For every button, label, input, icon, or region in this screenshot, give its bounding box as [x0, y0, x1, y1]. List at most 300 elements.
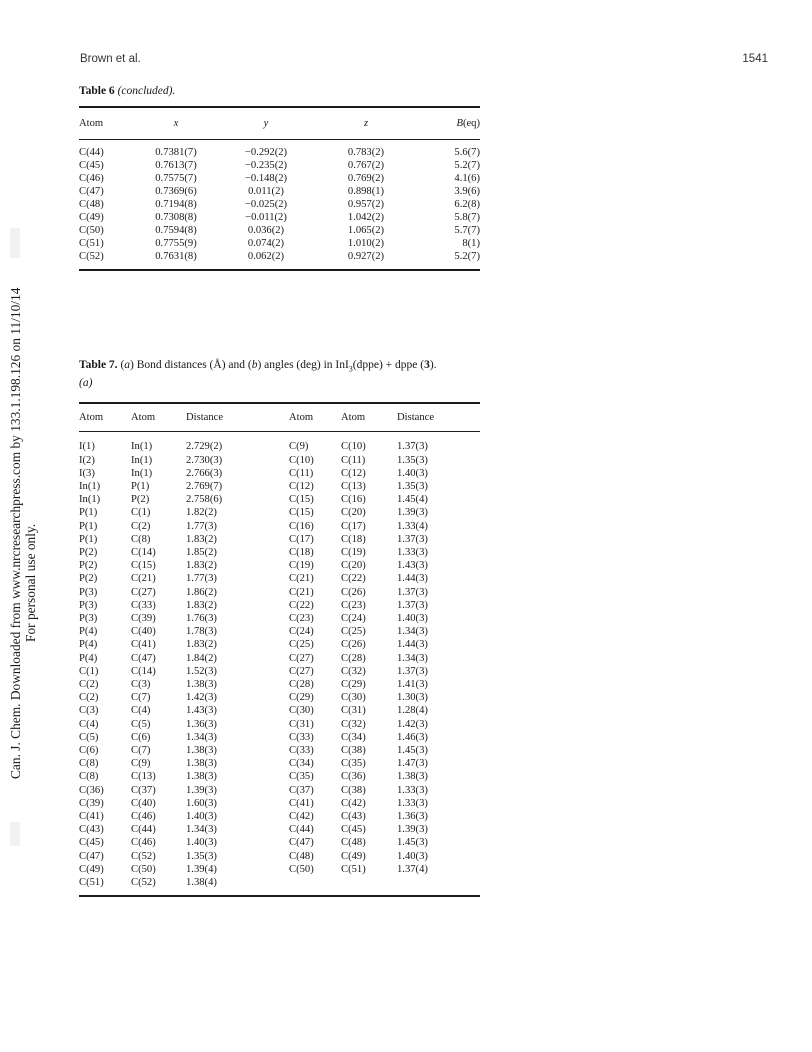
caption-fragment: 3 [424, 359, 430, 371]
atom-1-cell: C(47) [79, 850, 104, 862]
atom-2-cell: C(27) [131, 586, 156, 598]
column-header-z: z [363, 118, 369, 129]
table-7-grid [79, 404, 480, 895]
distance-2-cell: 1.43(3) [397, 560, 428, 572]
table-row [79, 224, 480, 237]
distance-1-cell: 1.76(3) [186, 612, 217, 624]
atom-4-cell: C(11) [341, 454, 366, 466]
column-header-atom-4: Atom [341, 412, 366, 424]
beq-cell: 4.1(6) [454, 173, 480, 184]
distance-1-cell: 1.86(2) [186, 586, 217, 598]
column-header-atom-2: Atom [131, 412, 156, 424]
table-row [79, 172, 480, 185]
distance-1-cell: 1.34(3) [186, 731, 217, 743]
x-cell: 0.7755(9) [155, 238, 197, 249]
column-header-atom-1: Atom [79, 412, 104, 424]
table-row [79, 599, 480, 612]
caption-fragment: 3 [348, 364, 353, 374]
table-7-bottom-rule [79, 895, 480, 897]
atom-4-cell: C(10) [341, 441, 366, 453]
y-cell: 0.062(2) [247, 251, 285, 262]
beq-cell: 5.2(7) [454, 251, 480, 262]
atom-4-cell: C(34) [341, 731, 366, 743]
atom-1-cell: C(49) [79, 863, 104, 875]
atom-4-cell: C(45) [341, 824, 366, 836]
atom-3-cell: C(21) [289, 586, 314, 598]
atom-3-cell: C(48) [289, 850, 314, 862]
distance-2-cell: 1.41(3) [397, 678, 428, 690]
atom-4-cell: C(49) [341, 850, 366, 862]
y-cell: 0.011(2) [248, 186, 284, 197]
atom-3-cell [289, 876, 341, 895]
table-row [79, 823, 480, 836]
atom-1-cell: P(1) [79, 533, 98, 545]
distance-2-cell: 1.35(3) [397, 454, 428, 466]
distance-1-cell: 1.83(2) [186, 533, 217, 545]
atom-2-cell: C(1) [131, 507, 151, 519]
table-row [79, 757, 480, 770]
atom-2-cell: C(44) [131, 824, 156, 836]
x-cell: 0.7369(6) [155, 186, 197, 197]
atom-1-cell: C(3) [79, 705, 99, 717]
watermark-line-2: For personal use only. [23, 523, 38, 642]
atom-1-cell: P(4) [79, 639, 98, 651]
table-6-bottom-rule [79, 269, 480, 271]
distance-2-cell: 1.45(3) [397, 837, 428, 849]
atom-3-cell: C(47) [289, 837, 314, 849]
distance-1-cell: 1.39(4) [186, 863, 217, 875]
table-7-caption [79, 358, 480, 390]
distance-1-cell: 1.78(3) [186, 626, 217, 638]
distance-1-cell: 1.39(3) [186, 784, 217, 796]
atom-3-cell: C(31) [289, 718, 314, 730]
atom-3-cell: C(42) [289, 810, 314, 822]
atom-4-cell: C(25) [341, 626, 366, 638]
atom-4-cell: C(30) [341, 692, 366, 704]
running-head-author: Brown et al. [80, 53, 141, 65]
atom-4-cell: C(35) [341, 758, 366, 770]
distance-1-cell: 1.36(3) [186, 718, 217, 730]
scan-artifact [10, 228, 20, 258]
table-7-label: Table 7. [79, 359, 118, 371]
z-cell: 0.783(2) [347, 147, 385, 158]
atom-1-cell: C(8) [79, 771, 99, 783]
atom-1-cell: C(2) [79, 692, 99, 704]
atom-2-cell: C(7) [131, 744, 151, 756]
table-row [79, 691, 480, 704]
table-row [79, 250, 480, 269]
table-row [79, 520, 480, 533]
atom-2-cell: C(8) [131, 533, 151, 545]
atom-1-cell: P(2) [79, 546, 98, 558]
beq-cell: 5.6(7) [454, 147, 480, 158]
distance-2-cell: 1.34(3) [397, 652, 428, 664]
distance-2-cell: 1.34(3) [397, 626, 428, 638]
table-7-header-row [79, 404, 480, 432]
download-watermark [3, 260, 51, 780]
atom-4-cell: C(26) [341, 639, 366, 651]
atom-3-cell: C(25) [289, 639, 314, 651]
atom-3-cell: C(22) [289, 599, 314, 611]
atom-3-cell: C(37) [289, 784, 314, 796]
distance-2-cell: 1.35(3) [397, 480, 428, 492]
table-row [79, 559, 480, 572]
atom-2-cell: C(14) [131, 546, 156, 558]
atom-3-cell: C(33) [289, 744, 314, 756]
atom-3-cell: C(27) [289, 652, 314, 664]
atom-3-cell: C(28) [289, 678, 314, 690]
atom-1-cell: C(51) [79, 877, 104, 888]
atom-1-cell: C(41) [79, 810, 104, 822]
atom-1-cell: C(4) [79, 718, 99, 730]
atom-4-cell: C(23) [341, 599, 366, 611]
x-cell: 0.7575(7) [155, 173, 197, 184]
beq-cell: 5.7(7) [454, 225, 480, 236]
distance-1-cell: 1.40(3) [186, 810, 217, 822]
atom-1-cell: In(1) [79, 480, 101, 492]
distance-2-cell: 1.37(4) [397, 863, 428, 875]
atom-4-cell: C(36) [341, 771, 366, 783]
table-row [79, 652, 480, 665]
table-row [79, 744, 480, 757]
atom-3-cell: C(11) [289, 467, 314, 479]
atom-2-cell: C(50) [131, 863, 156, 875]
table-row [79, 493, 480, 506]
y-cell: −0.148(2) [244, 173, 288, 184]
atom-3-cell: C(12) [289, 480, 314, 492]
atom-4-cell: C(38) [341, 744, 366, 756]
distance-1-cell: 2.758(6) [186, 494, 223, 506]
atom-2-cell: C(4) [131, 705, 151, 717]
column-header-x: x [173, 118, 179, 129]
table-row [79, 586, 480, 599]
table-row [79, 836, 480, 849]
atom-3-cell: C(15) [289, 494, 314, 506]
atom-2-cell: C(2) [131, 520, 151, 532]
atom-3-cell: C(9) [289, 441, 309, 453]
distance-2-cell: 1.39(3) [397, 824, 428, 836]
atom-2-cell: C(15) [131, 560, 156, 572]
atom-cell: C(51) [79, 238, 104, 249]
distance-2-cell: 1.44(3) [397, 573, 428, 585]
atom-4-cell: C(12) [341, 467, 366, 479]
atom-cell: C(47) [79, 186, 104, 197]
atom-3-cell: C(29) [289, 692, 314, 704]
distance-1-cell: 1.35(3) [186, 850, 217, 862]
atom-4-cell: C(28) [341, 652, 366, 664]
x-cell: 0.7631(8) [155, 251, 197, 262]
z-cell: 1.010(2) [347, 238, 385, 249]
distance-1-cell: 2.769(7) [186, 480, 223, 492]
table-row [79, 731, 480, 744]
table-6-label: Table 6 [79, 85, 115, 97]
atom-3-cell: C(33) [289, 731, 314, 743]
beq-cell: 6.2(8) [454, 199, 480, 210]
atom-1-cell: I(2) [79, 454, 95, 466]
distance-1-cell: 1.82(2) [186, 507, 217, 519]
table-row [79, 185, 480, 198]
distance-2-cell [397, 876, 480, 895]
distance-1-cell: 1.38(4) [186, 877, 217, 888]
table-row [79, 572, 480, 585]
table-row [79, 784, 480, 797]
atom-2-cell: C(47) [131, 652, 156, 664]
atom-1-cell: I(1) [79, 441, 95, 453]
atom-2-cell: C(6) [131, 731, 151, 743]
z-cell: 0.769(2) [347, 173, 385, 184]
column-header-y: y [263, 118, 269, 129]
table-6-header-row [79, 108, 480, 140]
beq-cell: 8(1) [462, 238, 480, 249]
distance-2-cell: 1.45(4) [397, 494, 428, 506]
atom-2-cell: C(40) [131, 797, 156, 809]
atom-4-cell: C(42) [341, 797, 366, 809]
atom-3-cell: C(19) [289, 560, 314, 572]
atom-2-cell: C(7) [131, 692, 151, 704]
distance-2-cell: 1.47(3) [397, 758, 428, 770]
atom-1-cell: C(36) [79, 784, 104, 796]
table-row [79, 810, 480, 823]
y-cell: −0.025(2) [244, 199, 288, 210]
distance-1-cell: 1.83(2) [186, 639, 217, 651]
y-cell: −0.292(2) [244, 147, 288, 158]
distance-1-cell: 2.730(3) [186, 454, 223, 466]
atom-4-cell: C(31) [341, 705, 366, 717]
atom-4-cell: C(29) [341, 678, 366, 690]
table-7-caption-text [120, 359, 437, 374]
atom-cell: C(46) [79, 173, 104, 184]
distance-2-cell: 1.33(3) [397, 797, 428, 809]
table-row [79, 533, 480, 546]
caption-fragment: a [124, 359, 131, 371]
atom-cell: C(48) [79, 199, 104, 210]
y-cell: 0.074(2) [247, 238, 285, 249]
atom-4-cell: C(20) [341, 560, 366, 572]
atom-3-cell: C(27) [289, 665, 314, 677]
table-row [79, 876, 480, 895]
atom-1-cell: I(3) [79, 467, 95, 479]
distance-2-cell: 1.33(3) [397, 546, 428, 558]
y-cell: −0.235(2) [244, 160, 288, 171]
atom-2-cell: C(52) [131, 850, 156, 862]
table-row [79, 704, 480, 717]
watermark-line-1: Can. J. Chem. Downloaded from www.nrcresearchpress.com by 133.1.198.126 on 11/10/14 [8, 287, 23, 779]
distance-1-cell: 1.84(2) [186, 652, 217, 664]
x-cell: 0.7194(8) [155, 199, 197, 210]
atom-4-cell: C(18) [341, 533, 366, 545]
distance-2-cell: 1.33(4) [397, 520, 428, 532]
atom-cell: C(52) [79, 251, 104, 262]
distance-2-cell: 1.42(3) [397, 718, 428, 730]
beq-cell: 5.8(7) [454, 212, 480, 223]
column-header-atom: Atom [79, 118, 104, 129]
atom-3-cell: C(50) [289, 863, 314, 875]
column-header-beq: B(eq) [456, 118, 480, 129]
table-6 [79, 84, 480, 271]
table-row [79, 159, 480, 172]
table-row [79, 850, 480, 863]
distance-1-cell: 1.34(3) [186, 824, 217, 836]
column-header-distance-1: Distance [186, 412, 224, 424]
atom-4-cell: C(13) [341, 480, 366, 492]
atom-3-cell: C(34) [289, 758, 314, 770]
atom-4-cell: C(19) [341, 546, 366, 558]
distance-2-cell: 1.36(3) [397, 810, 428, 822]
atom-2-cell: C(3) [131, 678, 151, 690]
atom-3-cell: C(10) [289, 454, 314, 466]
table-row [79, 625, 480, 638]
caption-fragment: (dppe) + dppe ( [352, 359, 425, 371]
atom-2-cell: C(52) [131, 877, 156, 888]
distance-2-cell: 1.37(3) [397, 586, 428, 598]
distance-2-cell: 1.30(3) [397, 692, 428, 704]
caption-fragment: ). [429, 359, 437, 371]
atom-1-cell: C(1) [79, 665, 99, 677]
atom-4-cell: C(32) [341, 665, 366, 677]
atom-2-cell: C(9) [131, 758, 151, 770]
atom-4-cell: C(26) [341, 586, 366, 598]
atom-3-cell: C(35) [289, 771, 314, 783]
atom-3-cell: C(24) [289, 626, 314, 638]
distance-1-cell: 1.38(3) [186, 758, 217, 770]
atom-3-cell: C(17) [289, 533, 314, 545]
distance-1-cell: 1.85(2) [186, 546, 217, 558]
distance-1-cell: 1.60(3) [186, 797, 217, 809]
x-cell: 0.7381(7) [155, 147, 197, 158]
distance-2-cell: 1.28(4) [397, 705, 428, 717]
atom-3-cell: C(18) [289, 546, 314, 558]
table-row [79, 198, 480, 211]
atom-cell: C(44) [79, 147, 104, 158]
table-row [79, 140, 480, 159]
caption-fragment: b [251, 359, 258, 371]
atom-4-cell: C(51) [341, 863, 366, 875]
distance-1-cell: 1.42(3) [186, 692, 217, 704]
z-cell: 1.042(2) [347, 212, 385, 223]
atom-2-cell: C(13) [131, 771, 156, 783]
atom-2-cell: C(14) [131, 665, 156, 677]
atom-4-cell: C(38) [341, 784, 366, 796]
atom-2-cell: In(1) [131, 467, 153, 479]
atom-1-cell: C(5) [79, 731, 99, 743]
x-cell: 0.7613(7) [155, 160, 197, 171]
y-cell: 0.036(2) [247, 225, 285, 236]
distance-2-cell: 1.40(3) [397, 612, 428, 624]
atom-3-cell: C(41) [289, 797, 314, 809]
atom-2-cell: C(41) [131, 639, 156, 651]
caption-fragment: ) angles (deg) in InI [257, 359, 349, 371]
column-header-atom-3: Atom [289, 412, 314, 424]
distance-2-cell: 1.44(3) [397, 639, 428, 651]
distance-2-cell: 1.40(3) [397, 467, 428, 479]
table-row [79, 237, 480, 250]
scan-artifact [10, 822, 20, 846]
atom-2-cell: In(1) [131, 441, 153, 453]
distance-1-cell: 1.43(3) [186, 705, 217, 717]
table-row [79, 480, 480, 493]
atom-1-cell: P(1) [79, 507, 98, 519]
atom-1-cell: P(3) [79, 612, 98, 624]
atom-1-cell: P(4) [79, 626, 98, 638]
table-row [79, 506, 480, 519]
table-row [79, 546, 480, 559]
atom-4-cell: C(22) [341, 573, 366, 585]
table-row [79, 770, 480, 783]
atom-1-cell: C(6) [79, 744, 99, 756]
z-cell: 0.927(2) [347, 251, 385, 262]
distance-1-cell: 1.52(3) [186, 665, 217, 677]
atom-3-cell: C(15) [289, 507, 314, 519]
atom-3-cell: C(16) [289, 520, 314, 532]
page-number: 1541 [742, 53, 768, 65]
distance-1-cell: 1.83(2) [186, 560, 217, 572]
atom-2-cell: C(46) [131, 810, 156, 822]
atom-1-cell: P(2) [79, 573, 98, 585]
distance-2-cell: 1.37(3) [397, 599, 428, 611]
distance-1-cell: 1.83(2) [186, 599, 217, 611]
atom-2-cell: C(37) [131, 784, 156, 796]
atom-4-cell: C(43) [341, 810, 366, 822]
beq-cell: 3.9(6) [454, 186, 480, 197]
distance-2-cell: 1.37(3) [397, 533, 428, 545]
distance-2-cell: 1.40(3) [397, 850, 428, 862]
distance-1-cell: 1.77(3) [186, 520, 217, 532]
distance-2-cell: 1.38(3) [397, 771, 428, 783]
atom-4-cell: C(48) [341, 837, 366, 849]
table-row [79, 467, 480, 480]
atom-4-cell: C(16) [341, 494, 366, 506]
table-6-caption [79, 84, 480, 98]
table-row [79, 718, 480, 731]
distance-2-cell: 1.45(3) [397, 744, 428, 756]
table-row [79, 678, 480, 691]
distance-1-cell: 1.40(3) [186, 837, 217, 849]
table-row [79, 211, 480, 224]
atom-1-cell: In(1) [79, 494, 101, 506]
distance-1-cell: 1.38(3) [186, 678, 217, 690]
distance-1-cell: 1.38(3) [186, 744, 217, 756]
atom-2-cell: P(2) [131, 494, 150, 506]
atom-4-cell [341, 876, 397, 895]
atom-2-cell: C(39) [131, 612, 156, 624]
atom-1-cell: P(3) [79, 599, 98, 611]
atom-4-cell: C(17) [341, 520, 366, 532]
atom-1-cell: P(2) [79, 560, 98, 572]
atom-3-cell: C(30) [289, 705, 314, 717]
atom-cell: C(45) [79, 160, 104, 171]
beq-cell: 5.2(7) [454, 160, 480, 171]
atom-1-cell: P(3) [79, 586, 98, 598]
atom-1-cell: C(8) [79, 758, 99, 770]
atom-1-cell: C(39) [79, 797, 104, 809]
atom-cell: C(49) [79, 212, 104, 223]
atom-3-cell: C(21) [289, 573, 314, 585]
z-cell: 1.065(2) [347, 225, 385, 236]
atom-1-cell: P(1) [79, 520, 98, 532]
atom-2-cell: C(5) [131, 718, 151, 730]
table-row [79, 454, 480, 467]
table-7 [79, 358, 480, 897]
distance-1-cell: 1.38(3) [186, 771, 217, 783]
caption-fragment: ) Bond distances (Å) and ( [130, 359, 252, 371]
atom-4-cell: C(20) [341, 507, 366, 519]
y-cell: −0.011(2) [245, 212, 287, 223]
table-row [79, 863, 480, 876]
distance-2-cell: 1.46(3) [397, 731, 428, 743]
table-row [79, 638, 480, 651]
caption-fragment: ( [120, 359, 125, 371]
x-cell: 0.7308(8) [155, 212, 197, 223]
